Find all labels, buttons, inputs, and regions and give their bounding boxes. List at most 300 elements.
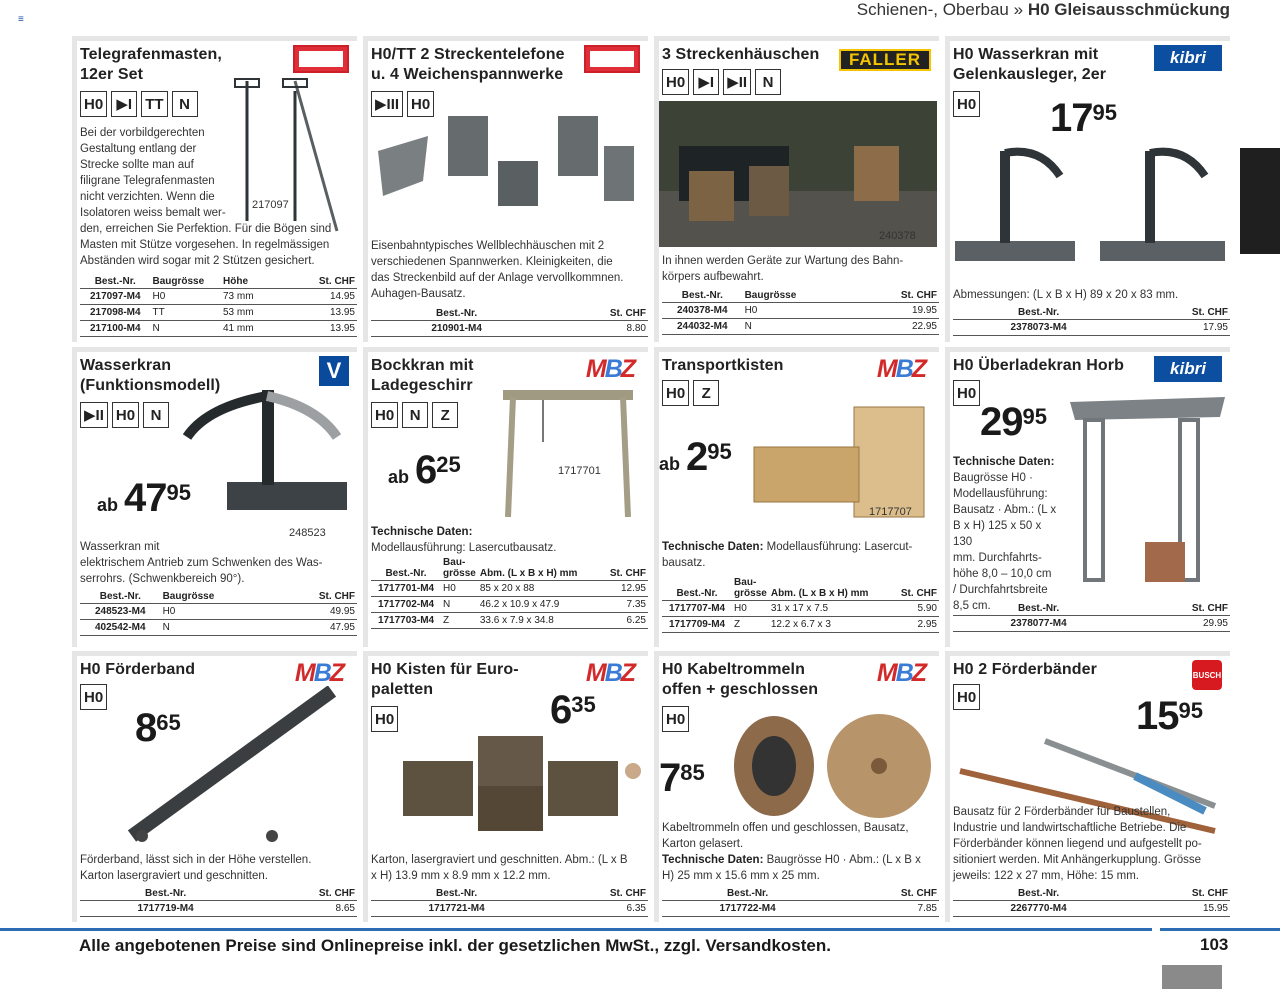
order-table-row (662, 617, 939, 633)
product-title (953, 45, 1106, 85)
product-title-line: H0 Kisten für Euro- (371, 661, 519, 678)
order-table-row (80, 305, 357, 321)
column-header: Best.-Nr. (436, 888, 478, 899)
product-description (80, 539, 355, 587)
product-description (80, 852, 355, 884)
scale-badge[interactable]: Z (693, 380, 719, 406)
order-table-header (371, 556, 648, 581)
product-title (371, 45, 565, 85)
scale-badge[interactable]: N (143, 402, 169, 428)
card-content (659, 352, 939, 647)
column-header: Best.-Nr. (1018, 888, 1060, 899)
description-line: elektrischem Antrieb zum Schwenken des Was- (80, 557, 323, 569)
table-cell[interactable]: 2267770-M4 (953, 901, 1124, 917)
order-table (953, 887, 1230, 917)
product-title-line: 12er Set (80, 66, 144, 83)
table-cell: H0 (161, 604, 312, 620)
description-line: Baugrösse H0 · Abm.: (L x B x (766, 854, 921, 866)
order-table (662, 887, 939, 917)
order-table (953, 306, 1230, 336)
scale-badges (953, 91, 980, 117)
product-title-line: Ladegeschirr (371, 377, 473, 394)
scale-badge[interactable]: H0 (953, 91, 980, 117)
order-table-header (662, 576, 939, 601)
table-cell: 6.35 (542, 901, 648, 917)
product-title-line: H0 Wasserkran mit (953, 46, 1099, 63)
product-title (80, 45, 222, 85)
description-line: mm. Durchfahrts- (953, 552, 1042, 564)
table-cell[interactable]: 1717722-M4 (662, 901, 833, 917)
column-header: Best.-Nr. (681, 290, 723, 301)
product-title-line: Gelenkausleger, 2er (953, 66, 1107, 83)
table-cell[interactable]: 217100-M4 (80, 321, 151, 337)
product-card (72, 347, 357, 647)
table-cell: 8.80 (542, 321, 648, 337)
scale-badge[interactable]: H0 (112, 402, 139, 428)
brand-logo: BUSCH (1192, 660, 1222, 690)
price-decimal: 95 (166, 480, 191, 505)
column-header: St. CHF (609, 308, 646, 319)
table-cell[interactable]: 1717701-M4 (371, 581, 441, 597)
price-integer: 17 (1050, 96, 1093, 140)
product-card (72, 36, 357, 342)
product-card (363, 36, 648, 342)
order-table-row (80, 604, 357, 620)
table-cell[interactable]: 1717703-M4 (371, 613, 441, 629)
price-integer: 2 (686, 435, 708, 479)
table-cell: 41 mm (221, 321, 302, 337)
description-line: Karton, lasergraviert und geschnitten. Abm.: (L x B (371, 854, 628, 866)
description-line: das Streckenbild auf der Anlage vervollkommnen. (371, 272, 624, 284)
order-table-header (662, 289, 939, 303)
description-line: bausatz. (662, 557, 706, 569)
order-table-header (371, 887, 648, 901)
card-content (950, 41, 1230, 342)
price-decimal: 65 (156, 710, 181, 735)
table-cell: 13.95 (302, 305, 357, 321)
table-cell[interactable]: 244032-M4 (662, 319, 743, 335)
order-table-row (80, 620, 357, 636)
price-decimal: 25 (436, 452, 461, 477)
table-cell: 53 mm (221, 305, 302, 321)
table-cell: 17.95 (1124, 320, 1230, 336)
price-integer: 6 (415, 448, 437, 492)
column-header: Baugrösse (162, 591, 215, 602)
brand-logo (293, 45, 349, 73)
scale-badges (662, 706, 689, 732)
column-header: Best.-Nr. (436, 308, 478, 319)
column-header: St. CHF (900, 888, 937, 899)
scale-badge[interactable]: H0 (80, 91, 107, 117)
table-cell: 31 x 17 x 7.5 (769, 601, 879, 617)
column-header: St. CHF (609, 568, 646, 579)
price-decimal: 95 (1092, 100, 1117, 125)
breadcrumb-section[interactable]: Schienen-, Oberbau » (856, 0, 1024, 19)
card-content (77, 656, 357, 922)
column-header: Best.-Nr. (727, 888, 769, 899)
scale-badges (662, 380, 719, 406)
description-line: nicht verzichten. Wenn die (80, 191, 215, 203)
product-title (662, 660, 818, 700)
description-line: / Durchfahrtsbreite (953, 584, 1048, 596)
product-title-line: Bockkran mit (371, 357, 474, 374)
product-title-line: paletten (371, 681, 434, 698)
scale-badge[interactable]: ▶III (371, 91, 403, 117)
brand-logo: M B Z (294, 658, 344, 687)
brand-logo: M B Z (585, 658, 635, 687)
price-integer: 29 (980, 400, 1023, 444)
product-title (371, 356, 474, 396)
image-reference: 217097 (252, 199, 289, 211)
table-cell[interactable]: 210901-M4 (371, 321, 542, 337)
column-header: St. CHF (1191, 307, 1228, 318)
product-title-line: u. 4 Weichenspannwerke (371, 66, 564, 83)
card-content (659, 41, 939, 342)
price-prefix: ab (97, 495, 119, 515)
product-description (371, 238, 646, 302)
description-line: Bausatz für 2 Förderbänder für Baustellen, (953, 806, 1171, 818)
column-header: Best.-Nr. (1018, 307, 1060, 318)
price (135, 706, 181, 751)
description-label: Technische Daten: (953, 456, 1055, 468)
price-integer: 6 (550, 688, 572, 732)
table-cell: N (441, 597, 478, 613)
description-line: Kabeltrommeln offen und geschlossen, Bausatz, (662, 822, 909, 834)
table-cell: 49.95 (312, 604, 357, 620)
price (659, 435, 732, 480)
price-integer: 8 (135, 706, 157, 750)
product-title (371, 660, 519, 700)
table-cell: 33.6 x 7.9 x 34.8 (478, 613, 588, 629)
scale-badge[interactable]: ▶I (111, 91, 137, 117)
price (1136, 694, 1203, 739)
product-description (371, 524, 646, 556)
brand-logo: FALLER (839, 49, 931, 71)
price (550, 688, 596, 733)
column-header: St. CHF (609, 888, 646, 899)
order-table-row (80, 901, 357, 917)
image-reference: 248523 (289, 527, 326, 539)
order-table-header (80, 887, 357, 901)
table-cell: 85 x 20 x 88 (478, 581, 588, 597)
image-reference: 240378 (879, 230, 916, 242)
scale-badges (80, 402, 169, 428)
column-header: St. CHF (900, 290, 937, 301)
product-description (662, 820, 937, 884)
card-content (368, 352, 648, 647)
table-cell[interactable]: 402542-M4 (80, 620, 161, 636)
description-line: Förderband, lässt sich in der Höhe verstellen. (80, 854, 312, 866)
description-line: Auhagen-Bausatz. (371, 288, 466, 300)
brand-logo: kibri (1154, 356, 1222, 382)
table-cell: TT (151, 305, 222, 321)
price-decimal: 95 (1178, 698, 1203, 723)
order-table-header (662, 887, 939, 901)
description-line: sitioniert werden. Mit Anhängerkupplung. Grösse (953, 854, 1202, 866)
table-cell: H0 (732, 601, 769, 617)
table-cell: 15.95 (1124, 901, 1230, 917)
description-label: Technische Daten: (662, 541, 764, 553)
column-header: Bau-grösse (734, 577, 767, 599)
order-table-row (371, 597, 648, 613)
price-integer: 15 (1136, 694, 1179, 738)
product-card (363, 651, 648, 922)
product-card (654, 651, 939, 922)
description-label: Technische Daten: (371, 526, 473, 538)
breadcrumb (857, 0, 1230, 20)
order-table-row (953, 616, 1230, 632)
description-line: Abständen wird sogar mit 2 Stützen gesichert. (80, 255, 315, 267)
description-line: Karton lasergraviert und geschnitten. (80, 870, 268, 882)
order-table-row (371, 901, 648, 917)
product-description (953, 454, 1058, 614)
order-table-row (662, 319, 939, 335)
description-line: Modellausführung: Lasercutbausatz. (371, 542, 557, 554)
product-title (953, 356, 1124, 376)
description-line: verschiedenen Spannwerken. Kleinigkeiten, die (371, 256, 613, 268)
table-cell: 5.90 (879, 601, 939, 617)
table-cell: H0 (151, 289, 222, 305)
brand-logo: M B Z (876, 354, 926, 383)
description-line: In ihnen werden Geräte zur Wartung des Bahn- (662, 255, 904, 267)
scale-badges (662, 69, 781, 95)
footer-divider (0, 928, 1152, 931)
table-cell: 22.95 (894, 319, 939, 335)
price-decimal: 35 (571, 692, 596, 717)
order-table (953, 602, 1230, 632)
product-image (950, 141, 1228, 271)
order-table-row (662, 901, 939, 917)
description-line: Eisenbahntypisches Wellblechhäuschen mit 2 (371, 240, 605, 252)
description-line: höhe 8,0 – 10,0 cm (953, 568, 1052, 580)
page-number: 103 (1200, 935, 1229, 954)
column-header: Abm. (L x B x H) mm (770, 588, 869, 599)
description-line: jeweils: 122 x 27 mm, Höhe: 15 mm. (953, 870, 1139, 882)
description-line: Wasserkran mit (80, 541, 160, 553)
menu-icon[interactable]: ≡ (18, 14, 24, 25)
price (980, 400, 1047, 445)
order-table-header (953, 602, 1230, 616)
table-cell: Z (441, 613, 478, 629)
column-header: Baugrösse (152, 276, 205, 287)
table-cell: 12.2 x 6.7 x 3 (769, 617, 879, 633)
scale-badge[interactable]: H0 (662, 380, 689, 406)
table-cell[interactable]: 1717719-M4 (80, 901, 251, 917)
card-content (368, 656, 648, 922)
table-cell: 2.95 (879, 617, 939, 633)
scale-badge[interactable]: ▶II (80, 402, 108, 428)
description-line: Baugrösse H0 · (953, 472, 1033, 484)
table-cell: 7.35 (588, 597, 648, 613)
column-header: Best.-Nr. (99, 591, 141, 602)
column-header: Abm. (L x B x H) mm (479, 568, 578, 579)
description-line: Modellausführung: (953, 488, 1048, 500)
product-description (953, 804, 1228, 884)
page-marker (1162, 965, 1222, 989)
table-cell[interactable]: 240378-M4 (662, 303, 743, 319)
table-cell[interactable]: 1717709-M4 (662, 617, 732, 633)
product-title-line: (Funktionsmodell) (80, 377, 221, 394)
description-line: Isolatoren weiss bemalt wer- (80, 207, 226, 219)
product-image (167, 382, 362, 537)
product-description (662, 253, 937, 285)
order-table (371, 556, 648, 629)
scale-badges (371, 706, 398, 732)
scale-badge[interactable]: ▶I (693, 69, 719, 95)
scale-badge[interactable]: H0 (371, 706, 398, 732)
order-table (80, 590, 357, 636)
scale-badge[interactable]: N (755, 69, 781, 95)
description-line: x H) 13.9 mm x 8.9 mm x 12.2 mm. (371, 870, 551, 882)
product-image (398, 726, 648, 841)
column-header: St. CHF (900, 588, 937, 599)
price-integer: 7 (659, 756, 681, 800)
table-cell: 29.95 (1124, 616, 1230, 632)
description-line: den, erreichen Sie Perfektion. Für die Bögen sind (80, 223, 332, 235)
description-line: Strecke sollte man auf (80, 159, 194, 171)
card-content (950, 352, 1230, 647)
price (97, 476, 191, 521)
card-content (77, 41, 357, 342)
product-title-line: 3 Streckenhäuschen (662, 46, 820, 63)
product-title-line: Transportkisten (662, 357, 784, 374)
order-table (371, 887, 648, 917)
product-title-line: Wasserkran (80, 357, 172, 374)
product-title (80, 660, 195, 680)
table-cell: 46.2 x 10.9 x 47.9 (478, 597, 588, 613)
table-cell[interactable]: 1717707-M4 (662, 601, 732, 617)
scale-badge[interactable]: H0 (953, 380, 980, 406)
table-cell: 6.25 (588, 613, 648, 629)
scale-badge[interactable]: H0 (662, 706, 689, 732)
brand-logo: V (319, 356, 349, 386)
card-content (368, 41, 648, 342)
table-cell: 47.95 (312, 620, 357, 636)
scale-badges (371, 402, 458, 428)
description-line: filigrane Telegrafenmasten (80, 175, 215, 187)
column-header: Höhe (223, 276, 248, 287)
product-title-line: H0 Kabeltrommeln (662, 661, 805, 678)
scale-badges (953, 684, 980, 710)
column-header: St. CHF (318, 591, 355, 602)
scale-badges (80, 91, 198, 117)
price-decimal: 95 (1022, 404, 1047, 429)
product-title (662, 356, 784, 376)
price-prefix: ab (659, 454, 681, 474)
product-title-line: H0 2 Förderbänder (953, 661, 1097, 678)
price (1050, 96, 1117, 141)
scale-badge[interactable]: H0 (953, 684, 980, 710)
order-table-row (371, 581, 648, 597)
product-title-line: offen + geschlossen (662, 681, 819, 698)
description-line: Industrie und landwirtschaftliche Betriebe. Die (953, 822, 1187, 834)
price-integer: 47 (124, 476, 167, 520)
order-table-header (80, 275, 357, 289)
scale-badge[interactable]: ▶II (723, 69, 751, 95)
product-card (654, 347, 939, 647)
product-title-line: H0/TT 2 Streckentelefone (371, 46, 565, 63)
brand-logo: kibri (1154, 45, 1222, 71)
card-content (659, 656, 939, 922)
description-line: B x H) 125 x 50 x 130 (953, 520, 1042, 548)
description-line: Bei der vorbildgerechten (80, 127, 205, 139)
description-line: Förderbänder können liegend und aufgestellt po- (953, 838, 1202, 850)
order-table (662, 289, 939, 335)
table-cell[interactable]: 248523-M4 (80, 604, 161, 620)
order-table-header (80, 590, 357, 604)
product-description (953, 287, 1228, 303)
scale-badge[interactable]: H0 (80, 684, 107, 710)
scale-badge[interactable]: H0 (407, 91, 434, 117)
description-line: Karton gelasert. (662, 838, 744, 850)
description-label: Technische Daten: (662, 854, 764, 866)
column-header: Best.-Nr. (94, 276, 136, 287)
product-grid (72, 36, 1238, 924)
scale-badge[interactable]: H0 (371, 402, 398, 428)
column-header: Best.-Nr. (676, 588, 718, 599)
scale-badges (371, 91, 434, 117)
table-cell: H0 (743, 303, 894, 319)
column-header: St. CHF (318, 888, 355, 899)
product-description (80, 125, 355, 269)
image-reference: 1717701 (558, 465, 601, 477)
table-cell: 7.85 (833, 901, 939, 917)
table-cell: 8.65 (251, 901, 357, 917)
description-line: Abmessungen: (L x B x H) 89 x 20 x 83 mm. (953, 289, 1179, 301)
card-content (950, 656, 1230, 922)
price-decimal: 85 (680, 760, 705, 785)
table-cell: 73 mm (221, 289, 302, 305)
chapter-tab[interactable] (1240, 148, 1280, 254)
table-cell[interactable]: 2378073-M4 (953, 320, 1124, 336)
price (659, 756, 705, 801)
table-cell[interactable]: 2378077-M4 (953, 616, 1124, 632)
table-cell[interactable]: 1717702-M4 (371, 597, 441, 613)
scale-badge[interactable]: N (402, 402, 428, 428)
scale-badge[interactable]: TT (141, 91, 167, 117)
description-line: körpers aufbewahrt. (662, 271, 764, 283)
column-header: Best.-Nr. (1018, 603, 1060, 614)
brand-logo: M B Z (876, 658, 926, 687)
column-header: St. CHF (1191, 888, 1228, 899)
footer-note: Alle angebotenen Preise sind Onlinepreise inkl. der gesetzlichen MwSt., zzgl. Versandkosten. (79, 936, 831, 955)
card-content (77, 352, 357, 647)
table-cell[interactable]: 1717721-M4 (371, 901, 542, 917)
column-header: Best.-Nr. (145, 888, 187, 899)
product-description (371, 852, 646, 884)
order-table-row (662, 303, 939, 319)
scale-badge[interactable]: Z (432, 402, 458, 428)
table-cell: N (151, 321, 222, 337)
order-table-header (953, 887, 1230, 901)
brand-logo: M B Z (585, 354, 635, 383)
table-cell[interactable]: 217097-M4 (80, 289, 151, 305)
price (388, 448, 461, 493)
table-cell: 14.95 (302, 289, 357, 305)
product-title (953, 660, 1097, 680)
product-card (945, 651, 1230, 922)
column-header: St. CHF (318, 276, 355, 287)
table-cell[interactable]: 217098-M4 (80, 305, 151, 321)
breadcrumb-current: H0 Gleisausschmückung (1027, 0, 1230, 19)
scale-badge[interactable]: H0 (662, 69, 689, 95)
scale-badge[interactable]: N (172, 91, 198, 117)
column-header: St. CHF (1191, 603, 1228, 614)
table-cell: Z (732, 617, 769, 633)
product-title (662, 45, 819, 65)
table-cell: N (743, 319, 894, 335)
product-card (363, 347, 648, 647)
